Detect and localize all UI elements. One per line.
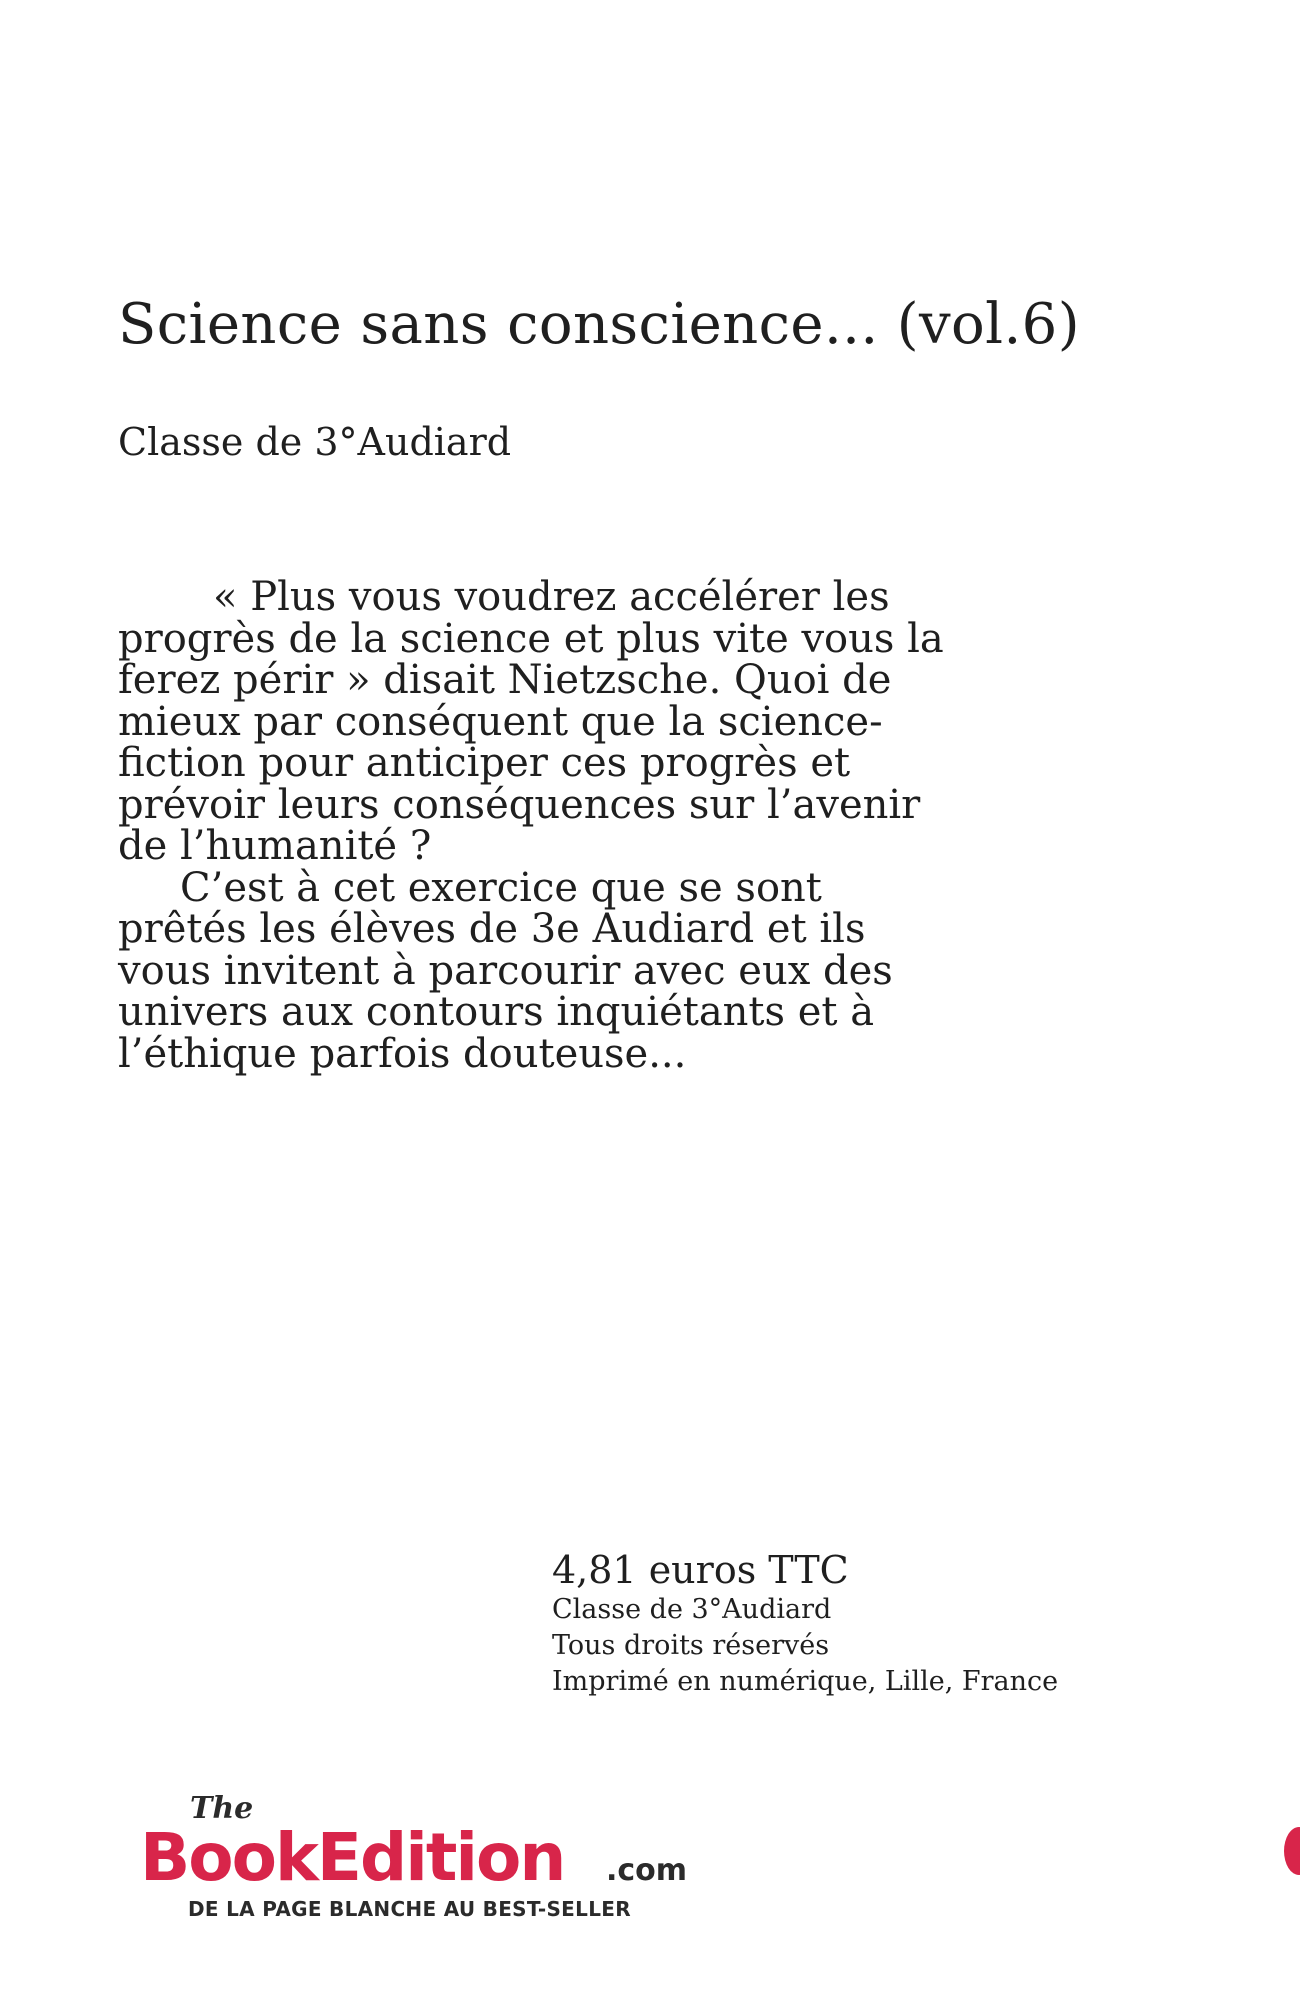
blurb-line: prévoir leurs conséquences sur l’avenir xyxy=(118,781,921,828)
blurb-line: univers aux contours inquiétants et à xyxy=(118,989,875,1035)
price: 4,81 euros TTC xyxy=(552,1548,849,1592)
blurb-line: l’éthique parfois douteuse... xyxy=(118,1030,687,1077)
imprint-block xyxy=(552,1548,1058,1700)
logo-bookedition-text: BookEdition xyxy=(140,1819,565,1896)
book-title: Science sans conscience... (vol.6) xyxy=(118,292,1080,357)
blurb-line: ferez périr » disait Nietzsche. Quoi de xyxy=(118,657,892,703)
blurb-line: C’est à cet exercice que se sont xyxy=(180,864,822,911)
rights-notice: Tous droits réservés xyxy=(552,1630,830,1661)
back-cover-blurb xyxy=(118,574,978,1077)
blurb-line: prêtés les élèves de 3e Audiard et ils xyxy=(118,906,866,952)
imprint-author: Classe de 3°Audiard xyxy=(552,1594,832,1625)
logo-dotcom-text: .com xyxy=(606,1853,688,1888)
blurb-line: fiction pour anticiper ces progrès et xyxy=(118,740,851,786)
blurb-line: mieux par conséquent que la science- xyxy=(118,698,883,745)
logo-tagline: DE LA PAGE BLANCHE AU BEST-SELLER xyxy=(188,1897,631,1921)
edge-logo-fragment xyxy=(1284,1827,1300,1875)
blurb-line: vous invitent à parcourir avec eux des xyxy=(118,947,893,994)
blurb-line: progrès de la science et plus vite vous la xyxy=(118,615,944,662)
print-location: Imprimé en numérique, Lille, France xyxy=(552,1666,1059,1697)
bookedition-logo xyxy=(140,1788,700,1896)
book-author: Classe de 3°Audiard xyxy=(118,420,512,464)
logo-the-text: The xyxy=(190,1791,254,1826)
blurb-line: « Plus vous voudrez accélérer les xyxy=(213,574,890,620)
blurb-line: de l’humanité ? xyxy=(118,823,432,869)
